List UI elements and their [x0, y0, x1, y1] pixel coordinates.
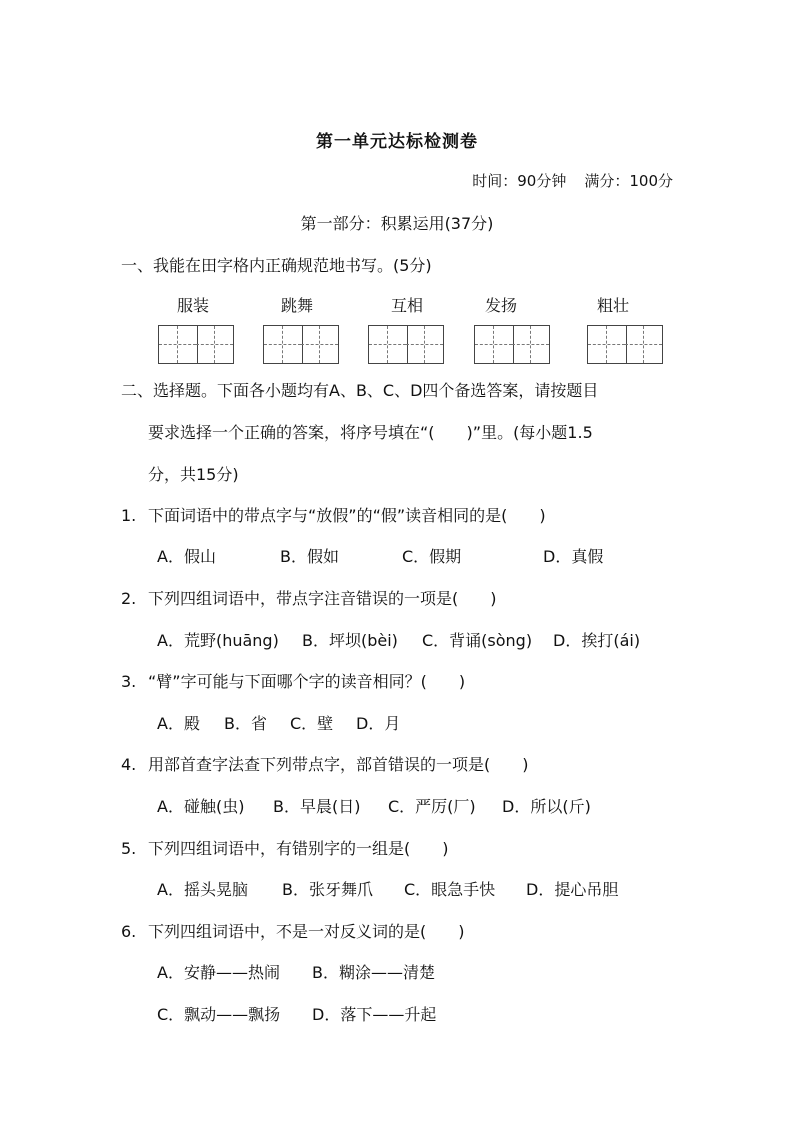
option-b[interactable]: B．早晨(日)	[273, 797, 361, 816]
option-c[interactable]: C．壁	[290, 714, 334, 733]
option-b[interactable]: B．坪坝(bèi)	[302, 631, 398, 650]
question-text: 下面词语中的带点字与“放假”的“假”读音相同的是( )	[148, 506, 546, 525]
option-d[interactable]: D．提心吊胆	[526, 880, 619, 899]
question-1	[121, 503, 546, 526]
option-c[interactable]: C．眼急手快	[404, 880, 496, 899]
option-a[interactable]: A．摇头晃脑	[157, 880, 248, 899]
exam-title: 第一单元达标检测卷	[316, 132, 478, 152]
question-text: “臂”字可能与下面哪个字的读音相同？( )	[148, 672, 466, 691]
option-d[interactable]: D．挨打(ái)	[553, 631, 641, 650]
writing-word: 跳舞	[281, 296, 314, 315]
writing-word: 粗壮	[597, 296, 630, 315]
section2-heading-line: 要求选择一个正确的答案，将序号填在“( )”里。(每小题1.5	[148, 423, 593, 442]
time-limit: 时间：90分钟	[472, 172, 567, 190]
tianzige-grid[interactable]	[474, 325, 550, 364]
question-number: 2.	[121, 589, 137, 608]
question-text: 下列四组词语中，带点字注音错误的一项是( )	[148, 589, 497, 608]
question-2	[121, 586, 497, 609]
question-number: 4.	[121, 755, 137, 774]
section2-heading-line: 分，共15分)	[148, 465, 239, 484]
option-a[interactable]: A．殿	[157, 714, 200, 733]
option-b[interactable]: B．张牙舞爪	[282, 880, 373, 899]
option-c[interactable]: C．严厉(厂)	[388, 797, 476, 816]
option-d[interactable]: D．真假	[543, 547, 604, 566]
question-6	[121, 919, 465, 942]
question-3	[121, 669, 465, 692]
question-text: 下列四组词语中，有错别字的一组是( )	[148, 839, 449, 858]
question-number: 3.	[121, 672, 137, 691]
exam-meta	[472, 170, 673, 191]
section2-heading-line: 二、选择题。下面各小题均有A、B、C、D四个备选答案，请按题目	[121, 381, 599, 400]
question-5	[121, 836, 449, 859]
question-number: 1.	[121, 506, 137, 525]
option-b[interactable]: B．省	[224, 714, 267, 733]
section1-heading: 一、我能在田字格内正确规范地书写。(5分)	[121, 256, 432, 275]
question-text: 下列四组词语中，不是一对反义词的是( )	[148, 922, 465, 941]
tianzige-grid[interactable]	[368, 325, 444, 364]
writing-word: 发扬	[485, 296, 518, 315]
option-d[interactable]: D．落下——升起	[312, 1005, 437, 1024]
question-text: 用部首查字法查下列带点字，部首错误的一项是( )	[148, 755, 529, 774]
option-c[interactable]: C．飘动——飘扬	[157, 1005, 281, 1024]
option-a[interactable]: A．假山	[157, 547, 216, 566]
option-d[interactable]: D．所以(斤)	[502, 797, 591, 816]
question-4	[121, 752, 529, 775]
writing-word: 服装	[177, 296, 210, 315]
tianzige-grid[interactable]	[263, 325, 339, 364]
option-a[interactable]: A．安静——热闹	[157, 963, 280, 982]
writing-word: 互相	[391, 296, 424, 315]
option-d[interactable]: D．月	[356, 714, 401, 733]
option-c[interactable]: C．假期	[402, 547, 462, 566]
option-c[interactable]: C．背诵(sòng)	[422, 631, 533, 650]
question-number: 5.	[121, 839, 137, 858]
tianzige-grid[interactable]	[158, 325, 234, 364]
question-number: 6.	[121, 922, 137, 941]
part-title: 第一部分：积累运用(37分)	[300, 214, 494, 233]
option-b[interactable]: B．假如	[280, 547, 339, 566]
option-a[interactable]: A．荒野(huāng)	[157, 631, 279, 650]
full-score: 满分：100分	[584, 172, 673, 190]
tianzige-grid[interactable]	[587, 325, 663, 364]
option-a[interactable]: A．碰触(虫)	[157, 797, 245, 816]
option-b[interactable]: B．糊涂——清楚	[312, 963, 435, 982]
